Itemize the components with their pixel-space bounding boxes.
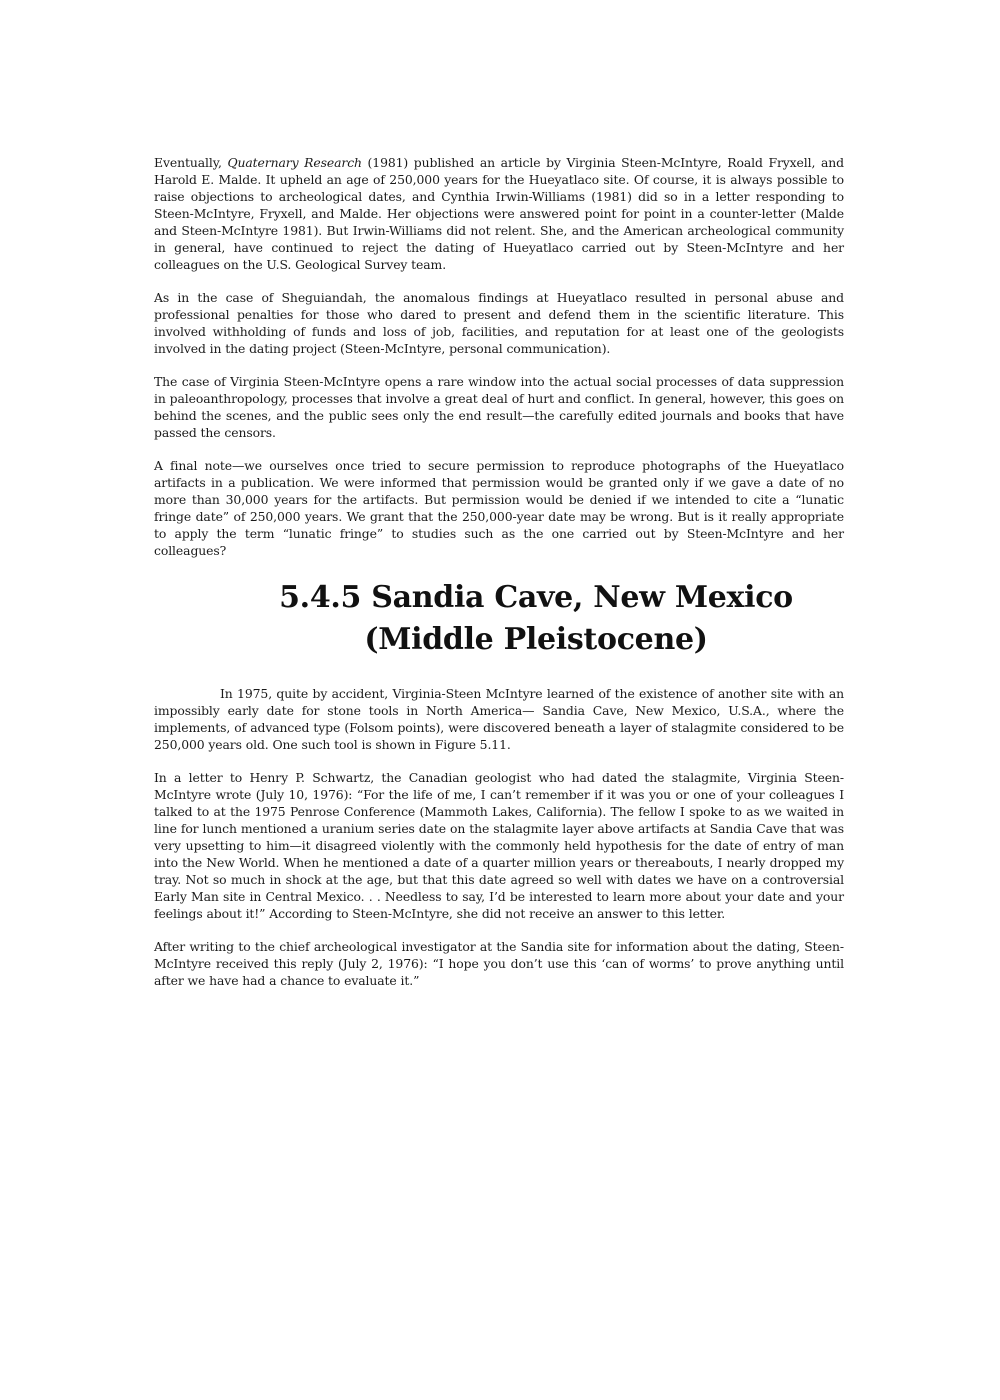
paragraph-text: Eventually,: [154, 155, 228, 170]
paragraph-text: (1981) published an article by Virginia Steen-McIntyre, Roald Fryxell, and Harold E. Malde. It upheld an age of 250,000 years for the Hueyatlaco site. Of course, it is always possible to raise objections to archeological dates, and Cynthia Irwin-Williams (1981) did so in a letter responding to Steen-McIntyre, Fryxell, and Malde. Her objections were answered point for point in a counter-letter (Malde and Steen-McIntyre 1981). But Irwin-Williams did not relent. She, and the American archeological community in general, have continued to reject the dating of Hueyatlaco carried out by Steen-McIntyre and her colleagues on the U.S. Geological Survey team.: [154, 155, 844, 272]
paragraph-investigator-reply: After writing to the chief archeological investigator at the Sandia site for information about the dating, Steen-McIntyre received this reply (July 2, 1976): “I hope you don’t use this ‘can of worms’ to prove anything until after we have had a chance to evaluate it.”: [154, 939, 844, 988]
section-heading: 5.4.5 Sandia Cave, New Mexico (Middle Pleistocene): [279, 580, 793, 657]
document-page: [154, 154, 844, 1005]
paragraph-quaternary-research: [154, 154, 844, 273]
paragraph-sheguiandah: As in the case of Sheguiandah, the anomalous findings at Hueyatlaco resulted in personal abuse and professional penalties for those who dared to present and defend them in the scientific literature. This involved withholding of funds and loss of job, facilities, and reputation for at least one of the geologists involved in the dating project (Steen-McIntyre, personal communication).: [154, 290, 844, 356]
paragraph-schwartz-letter: In a letter to Henry P. Schwartz, the Canadian geologist who had dated the stalagmite, Virginia Steen-McIntyre wrote (July 10, 1976): “For the life of me, I can’t remember if it was you or one of your colleagues I talked to at the 1975 Penrose Conference (Mammoth Lakes, California). The fellow I spoke to as we waited in line for lunch mentioned a uranium series date on the stalagmite layer above artifacts at Sandia Cave that was very upsetting to him—it disagreed violently with the commonly held hypothesis for the date of entry of man into the New World. When he mentioned a date of a quarter million years or thereabouts, I nearly dropped my tray. Not so much in shock at the age, but that this date agreed so well with dates we have on a controversial Early Man site in Central Mexico. . . Needless to say, I’d be interested to learn more about your date and your feelings about it!” According to Steen-McIntyre, she did not receive an answer to this letter.: [154, 770, 844, 921]
journal-title: Quaternary Research: [227, 155, 362, 170]
paragraph-sandia-intro: In 1975, quite by accident, Virginia-Steen McIntyre learned of the existence of another site with an impossibly early date for stone tools in North America— Sandia Cave, New Mexico, U.S.A., where the implements, of advanced type (Folsom points), were discovered beneath a layer of stalagmite considered to be 250,000 years old. One such tool is shown in Figure 5.11.: [154, 686, 844, 752]
paragraph-final-note: A final note—we ourselves once tried to secure permission to reproduce photographs of the Hueyatlaco artifacts in a publication. We were informed that permission would be granted only if we gave a date of no more than 30,000 years for the artifacts. But permission would be denied if we intended to cite a “lunatic fringe date” of 250,000 years. We grant that the 250,000-year date may be wrong. But is it really appropriate to apply the term “lunatic fringe” to studies such as the one carried out by Steen-McIntyre and her colleagues?: [154, 458, 844, 558]
paragraph-data-suppression: The case of Virginia Steen-McIntyre opens a rare window into the actual social processes of data suppression in paleoanthropology, processes that involve a great deal of hurt and conflict. In general, however, this goes on behind the scenes, and the public sees only the end result—the carefully edited journals and books that have passed the censors.: [154, 374, 844, 440]
